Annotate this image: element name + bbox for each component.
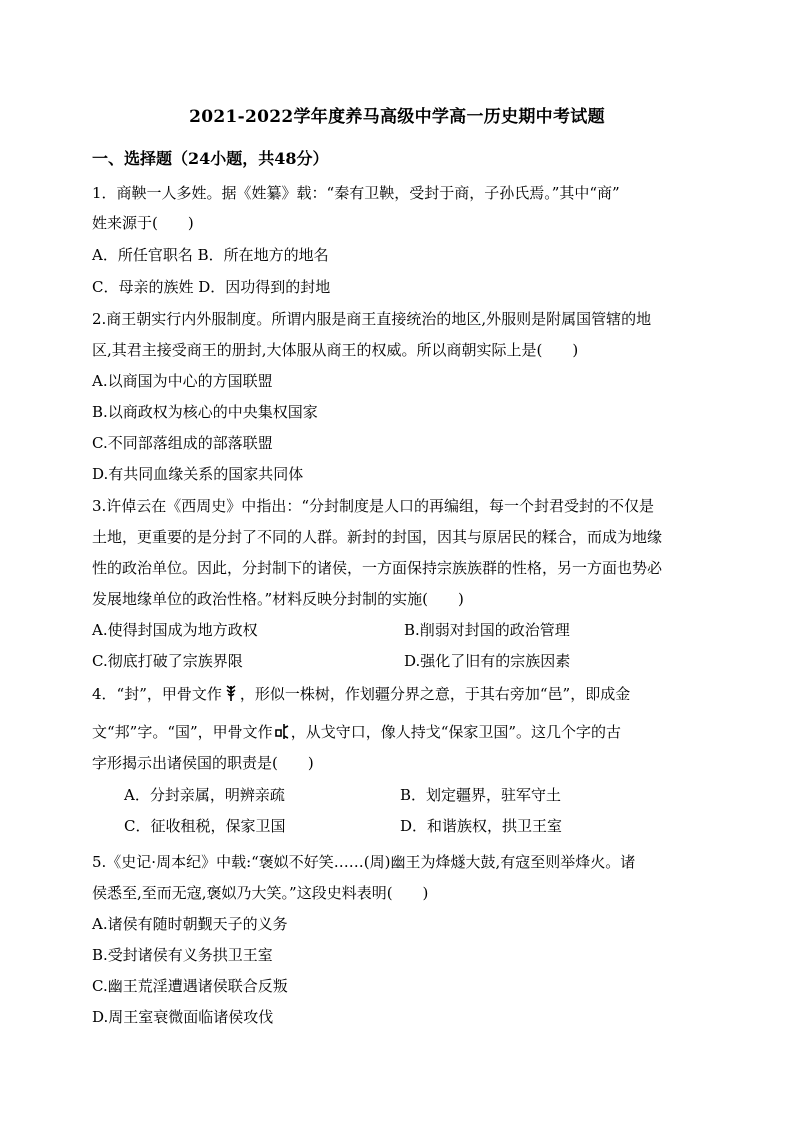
q2-stem-line-2: 区,其君主接受商王的册封,大体服从商王的权威。所以商朝实际上是( ) (92, 341, 579, 359)
q2-option-a: A.以商国为中心的方国联盟 (92, 372, 273, 390)
q4-stem-1a: 4．“封”，甲骨文作 (92, 685, 222, 703)
q1-stem-line-2: 姓来源于( ) (92, 214, 194, 232)
q5-stem-line-1: 5.《史记·周本纪》中载:“褒姒不好笑……(周)幽王为烽燧大鼓,有寇至则举烽火。诸 (92, 853, 636, 871)
q3-stem-line-1: 3.许倬云在《西周史》中指出：“分封制度是人口的再编组，每一个封君受封的不仅是 (92, 497, 654, 515)
q2-option-c: C.不同部落组成的部落联盟 (92, 434, 273, 452)
q4-stem-line-3: 字形揭示出诸侯国的职责是( ) (92, 754, 314, 772)
q5-stem-line-2: 侯悉至,至而无寇,褒姒乃大笑。”这段史料表明( ) (92, 884, 429, 902)
q4-stem-2b: ，从戈守口，像人持戈“保家卫国”。这几个字的古 (290, 723, 622, 741)
q5-option-d: D.周王室衰微面临诸侯攻伐 (92, 1008, 274, 1026)
q4-stem-2a: 文“邦”字。“国”，甲骨文作 (92, 723, 273, 741)
q2-option-b: B.以商政权为核心的中央集权国家 (92, 403, 318, 421)
q2-stem-line-1: 2.商王朝实行内外服制度。所谓内服是商王直接统治的地区,外服则是附属国管辖的地 (92, 310, 652, 328)
q3-stem-line-2: 土地，更重要的是分封了不同的人群。新封的封国，因其与原居民的糅合，而成为地缘 (92, 528, 663, 546)
q4-option-c: C．征收租税，保家卫国 (124, 817, 286, 835)
q2-option-d: D.有共同血缘关系的国家共同体 (92, 465, 304, 483)
section-heading: 一、选择题（24小题，共48分） (92, 149, 329, 168)
q4-option-d: D．和谐族权，拱卫王室 (400, 817, 563, 835)
q1-options-cd: C．母亲的族姓 D．因功得到的封地 (92, 278, 331, 296)
q1-stem-line-1: 1．商鞅一人多姓。据《姓纂》载：“秦有卫鞅，受封于商，子孙氏焉。”其中“商” (92, 184, 620, 202)
q4-stem-line-1 (92, 684, 630, 704)
q3-option-b: B.削弱对封国的政治管理 (404, 621, 570, 639)
q3-stem-line-3: 性的政治单位。因此，分封制下的诸侯，一方面保持宗族族群的性格，另一方面也势必 (92, 559, 663, 577)
q3-option-d: D.强化了旧有的宗族因素 (404, 652, 571, 670)
oracle-feng-glyph-icon (224, 684, 238, 702)
q3-option-a: A.使得封国成为地方政权 (92, 621, 258, 639)
q1-options-ab: A．所任官职名 B．所在地方的地名 (92, 246, 329, 264)
q3-stem-line-4: 发展地缘单位的政治性格。”材料反映分封制的实施( ) (92, 590, 464, 608)
q3-option-c: C.彻底打破了宗族界限 (92, 652, 243, 670)
q5-option-a: A.诸侯有随时朝觐天子的义务 (92, 915, 288, 933)
q5-option-b: B.受封诸侯有义务拱卫王室 (92, 946, 273, 964)
oracle-guo-glyph-icon (275, 722, 289, 740)
q4-stem-1b: ，形似一株树，作划疆分界之意，于其右旁加“邑”，即成金 (239, 685, 631, 703)
exam-title: 2021-2022学年度养马高级中学高一历史期中考试题 (189, 107, 605, 127)
q4-stem-line-2 (92, 722, 621, 742)
q4-option-b: B．划定疆界，驻军守土 (400, 786, 562, 804)
q4-option-a: A．分封亲属，明辨亲疏 (124, 786, 285, 804)
q5-option-c: C.幽王荒淫遭遇诸侯联合反叛 (92, 977, 288, 995)
